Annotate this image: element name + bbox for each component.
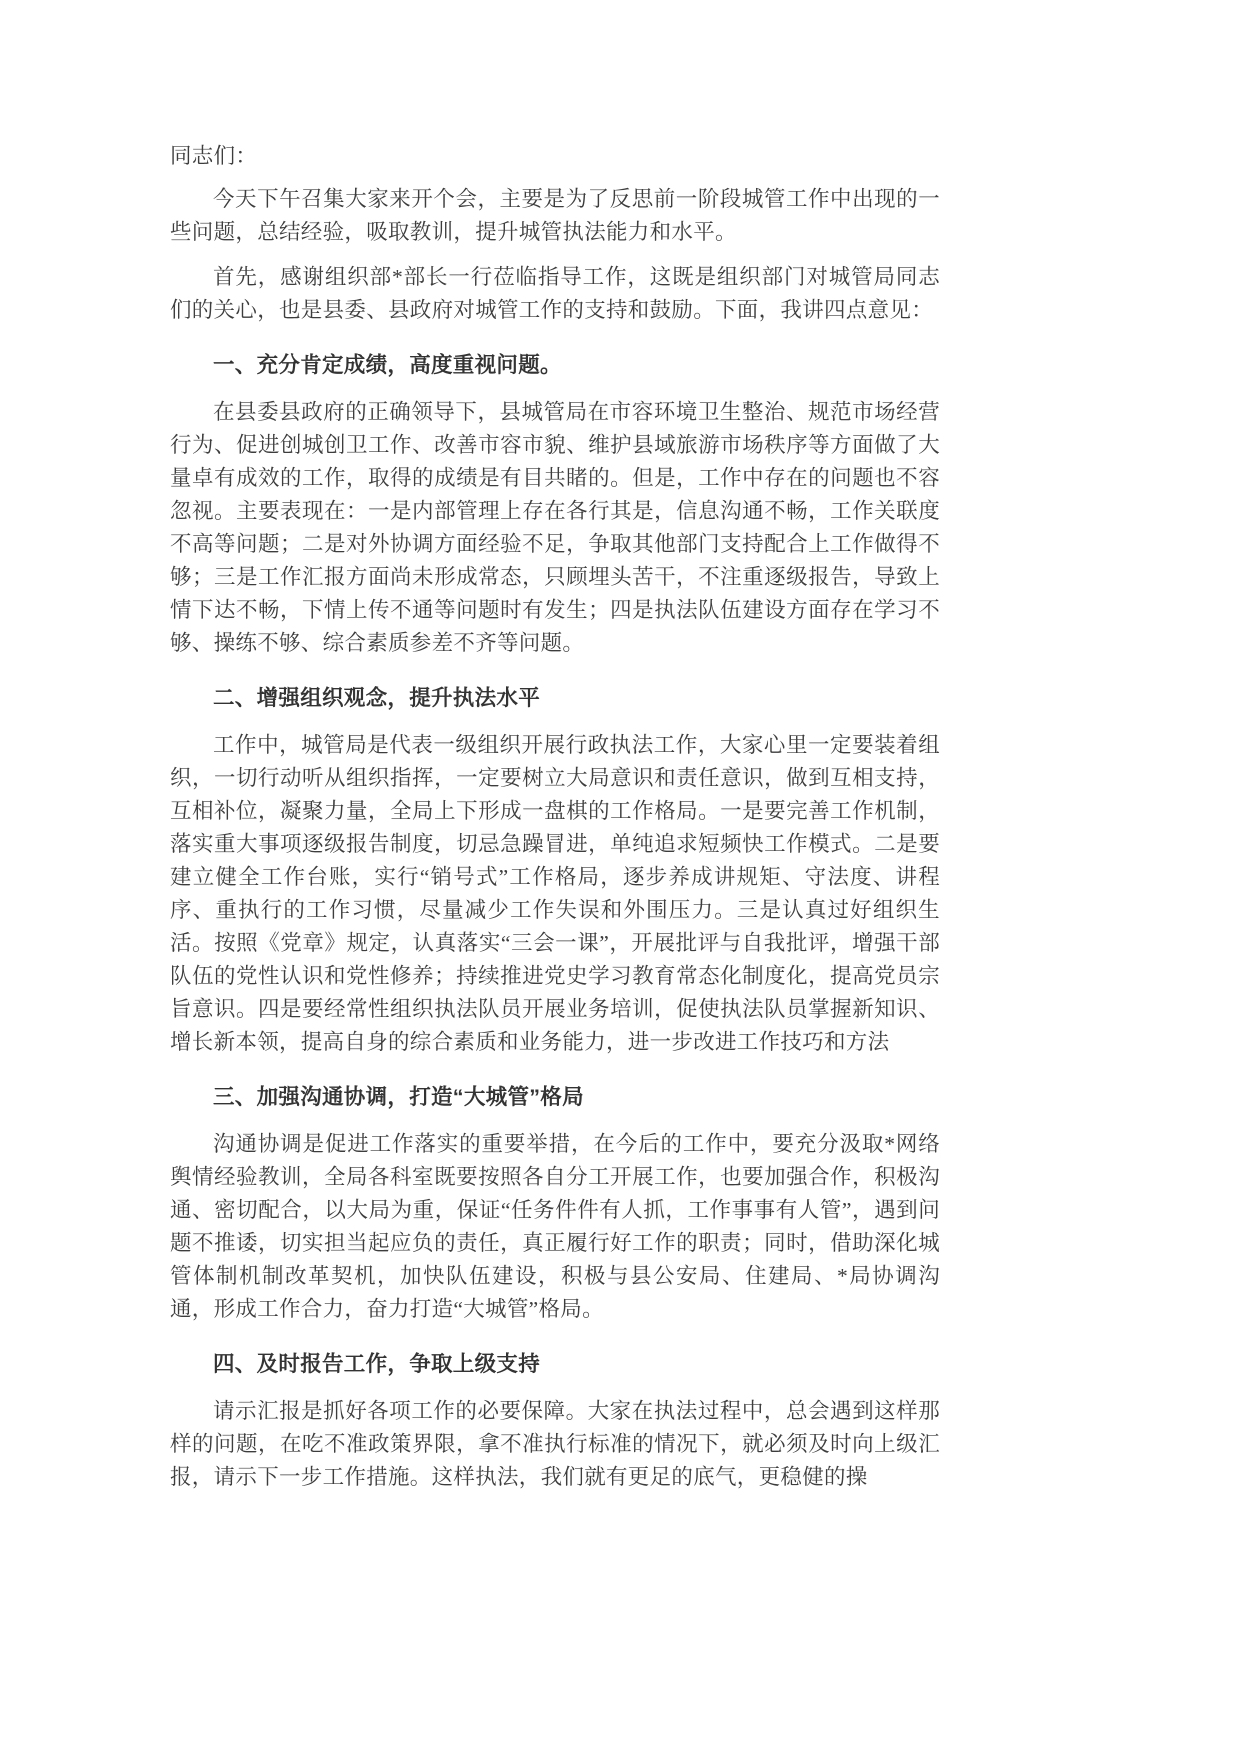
section-heading: 二、增强组织观念，提升执法水平 [213,686,541,710]
paragraph: 在县委县政府的正确领导下，县城管局在市容环境卫生整治、规范市场经营行为、促进创城创卫工作、改善市容市貌、维护县域旅游市场秩序等方面做了大量卓有成效的工作，取得的成绩是有目共睹的。但是，工作中存在的问题也不容忽视。主要表现在：一是内部管理上存在各行其是，信息沟通不畅，工作关联度不高等问题；二是对外协调方面经验不足，争取其他部门支持配合上工作做得不够；三是工作汇报方面尚未形成常态，只顾埋头苦干，不注重逐级报告，导致上情下达不畅，下情上传不通等问题时有发生；四是执法队伍建设方面存在学习不够、操练不够、综合素质参差不齐等问题。 [170,400,940,655]
section-heading: 四、及时报告工作，争取上级支持 [213,1352,541,1376]
section-heading: 一、充分肯定成绩，高度重视问题。 [213,353,562,377]
section-heading: 三、加强沟通协调，打造“大城管”格局 [213,1085,584,1109]
paragraph: 请示汇报是抓好各项工作的必要保障。大家在执法过程中，总会遇到这样那样的问题，在吃不准政策界限，拿不准执行标准的情况下，就必须及时向上级汇报，请示下一步工作措施。这样执法，我们就有更足的底气，更稳健的操 [170,1399,940,1489]
paragraph: 首先，感谢组织部*部长一行莅临指导工作，这既是组织部门对城管局同志们的关心，也是县委、县政府对城管工作的支持和鼓励。下面，我讲四点意见： [170,265,940,322]
salutation: 同志们： [170,144,258,168]
paragraph: 工作中，城管局是代表一级组织开展行政执法工作，大家心里一定要装着组织，一切行动听从组织指挥，一定要树立大局意识和责任意识，做到互相支持，互相补位，凝聚力量，全局上下形成一盘棋的工作格局。一是要完善工作机制，落实重大事项逐级报告制度，切忌急躁冒进，单纯追求短频快工作模式。二是要建立健全工作台账，实行“销号式”工作格局，逐步养成讲规矩、守法度、讲程序、重执行的工作习惯，尽量减少工作失误和外围压力。三是认真过好组织生活。按照《党章》规定，认真落实“三会一课”，开展批评与自我批评，增强干部队伍的党性认识和党性修养；持续推进党史学习教育常态化制度化，提高党员宗旨意识。四是要经常性组织执法队员开展业务培训，促使执法队员掌握新知识、增长新本领，提高自身的综合素质和业务能力，进一步改进工作技巧和方法 [170,733,940,1054]
paragraph: 今天下午召集大家来开个会，主要是为了反思前一阶段城管工作中出现的一些问题，总结经验，吸取教训，提升城管执法能力和水平。 [170,187,940,244]
document-body [170,140,940,1494]
paragraph: 沟通协调是促进工作落实的重要举措，在今后的工作中，要充分汲取*网络舆情经验教训，全局各科室既要按照各自分工开展工作，也要加强合作，积极沟通、密切配合，以大局为重，保证“任务件件有人抓，工作事事有人管”，遇到问题不推诿，切实担当起应负的责任，真正履行好工作的职责；同时，借助深化城管体制机制改革契机，加快队伍建设，积极与县公安局、住建局、*局协调沟通，形成工作合力，奋力打造“大城管”格局。 [170,1132,940,1321]
